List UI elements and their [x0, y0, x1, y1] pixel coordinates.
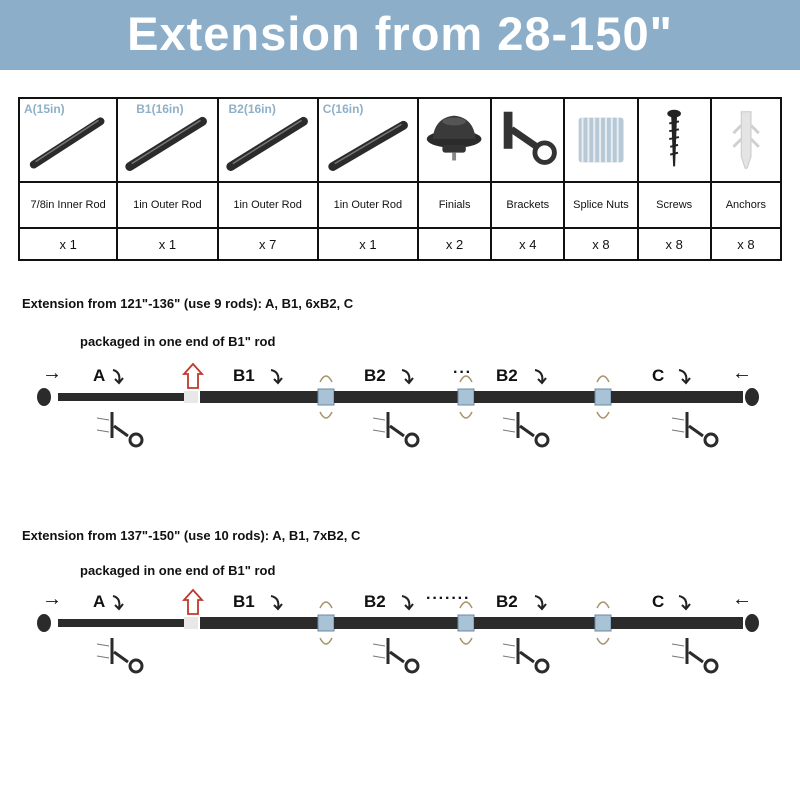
- part-b1-label: B1(16in): [136, 102, 184, 116]
- rod-b2-first: [334, 391, 458, 403]
- part-b2-label: B2(16in): [228, 102, 276, 116]
- part-qty: x 8: [711, 228, 781, 260]
- part-b2-cell: [218, 98, 318, 182]
- segment-b1-label: B1: [233, 592, 255, 611]
- ellipsis-dots: ···: [453, 364, 472, 381]
- screw-icon: [97, 644, 684, 658]
- rod-b2-last: [474, 391, 595, 403]
- config-2-packaged-note: packaged in one end of B1" rod: [80, 563, 276, 578]
- bracket-icon: [112, 638, 717, 672]
- config-1-heading: Extension from 121"-136" (use 9 rods): A, B1, 6xB2, C: [22, 296, 354, 311]
- splice-nut: [458, 615, 474, 631]
- segment-c-label: C: [652, 366, 665, 385]
- arrow-right-icon: →: [42, 588, 62, 610]
- screw-icon: [639, 99, 710, 181]
- up-arrow-icon: [184, 364, 202, 388]
- segment-a-label: A: [93, 366, 106, 385]
- splice-nut: [595, 389, 611, 405]
- inner-rod-end: [184, 617, 198, 629]
- splice-nut-icon: [565, 99, 636, 181]
- finial-right: [745, 388, 759, 406]
- rod-b2-last: [474, 617, 595, 629]
- segment-c-label: C: [652, 592, 665, 611]
- splice-nut: [318, 615, 334, 631]
- config-2-heading: Extension from 137"-150" (use 10 rods): A, B1, 7xB2, C: [22, 528, 361, 543]
- rod-c: [611, 617, 743, 629]
- part-name: Screws: [638, 182, 711, 228]
- part-name: 7/8in Inner Rod: [19, 182, 117, 228]
- rod-c: [611, 391, 743, 403]
- rod-b1: [200, 617, 318, 629]
- rod-b2-first: [334, 617, 458, 629]
- part-qty: x 8: [564, 228, 637, 260]
- bracket-cell: [491, 98, 564, 182]
- part-qty: x 1: [19, 228, 117, 260]
- rod-assembly-diagram: [0, 586, 800, 696]
- part-name: Anchors: [711, 182, 781, 228]
- rod-assembly-diagram: [0, 360, 800, 470]
- config-1-assembly: [0, 360, 800, 470]
- splice-nut: [595, 615, 611, 631]
- segment-b2-last-label: B2: [496, 366, 518, 385]
- rod-icon: [219, 99, 317, 181]
- part-a-label: A(15in): [24, 102, 65, 116]
- finial-left: [37, 614, 51, 632]
- config-1-packaged-note: packaged in one end of B1" rod: [80, 334, 276, 349]
- part-name: Splice Nuts: [564, 182, 637, 228]
- page-title: Extension from 28-150": [127, 7, 673, 60]
- parts-table: [18, 97, 782, 261]
- part-c-cell: [318, 98, 418, 182]
- finial-right: [745, 614, 759, 632]
- part-qty: x 1: [117, 228, 217, 260]
- part-qty: x 7: [218, 228, 318, 260]
- screw-icon: [97, 418, 684, 432]
- splice-nut: [458, 389, 474, 405]
- arrow-left-icon: ←: [732, 588, 752, 610]
- bracket-icon: [112, 412, 717, 446]
- part-c-label: C(16in): [322, 102, 364, 116]
- part-name: 1in Outer Rod: [117, 182, 217, 228]
- part-name: Brackets: [491, 182, 564, 228]
- segment-b1-label: B1: [233, 366, 255, 385]
- finial-icon: [419, 99, 490, 181]
- config-2-assembly: [0, 586, 800, 696]
- splice-nut-cell: [564, 98, 637, 182]
- part-name: Finials: [418, 182, 491, 228]
- part-qty: x 1: [318, 228, 418, 260]
- rod-a: [58, 393, 184, 401]
- part-qty: x 8: [638, 228, 711, 260]
- anchor-icon: [712, 99, 780, 181]
- thin-rod-icon: [20, 99, 116, 181]
- part-qty: x 4: [491, 228, 564, 260]
- part-a-cell: [19, 98, 117, 182]
- screw-cell: [638, 98, 711, 182]
- rod-b1: [200, 391, 318, 403]
- bracket-icon: [492, 99, 563, 181]
- part-b1-cell: [117, 98, 217, 182]
- arrow-right-icon: →: [42, 362, 62, 384]
- segment-b2-first-label: B2: [364, 366, 386, 385]
- rod-a: [58, 619, 184, 627]
- ellipsis-dots: ·······: [426, 590, 471, 607]
- finial-cell: [418, 98, 491, 182]
- arrow-left-icon: ←: [732, 362, 752, 384]
- anchor-cell: [711, 98, 781, 182]
- segment-b2-first-label: B2: [364, 592, 386, 611]
- part-name: 1in Outer Rod: [218, 182, 318, 228]
- segment-b2-last-label: B2: [496, 592, 518, 611]
- up-arrow-icon: [184, 590, 202, 614]
- part-qty: x 2: [418, 228, 491, 260]
- inner-rod-end: [184, 391, 198, 403]
- rod-icon: [118, 99, 216, 181]
- part-name: 1in Outer Rod: [318, 182, 418, 228]
- splice-nut: [318, 389, 334, 405]
- segment-a-label: A: [93, 592, 106, 611]
- rod-icon: [319, 99, 417, 181]
